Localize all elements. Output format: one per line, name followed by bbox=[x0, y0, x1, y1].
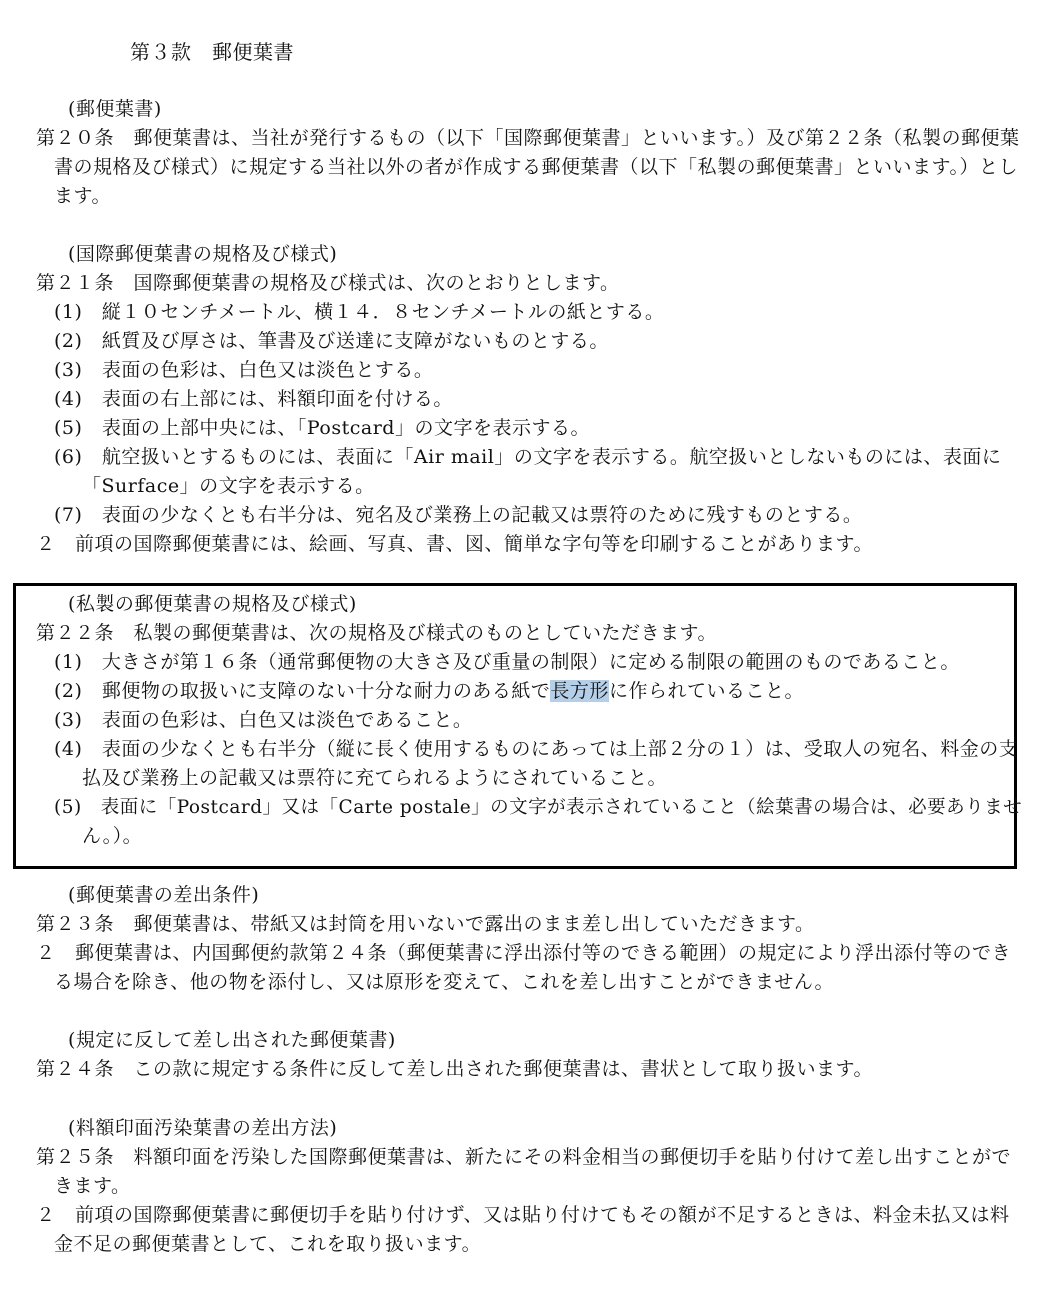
article-25-title-cont: きます。 bbox=[54, 1175, 131, 1197]
article-21-para-2: ２ 前項の国際郵便葉書には、絵画、写真、書、図、簡単な字句等を印刷することがあります。 bbox=[36, 533, 873, 555]
article-21-item-1: (1) 縦１０センチメートル、横１４．８センチメートルの紙とする。 bbox=[54, 301, 665, 323]
article-22-item-2 bbox=[54, 677, 804, 706]
article-22-caption: (私製の郵便葉書の規格及び様式) bbox=[68, 593, 357, 615]
article-24-title: 第２４条 この款に規定する条件に反して差し出された郵便葉書は、書状として取り扱います。 bbox=[36, 1058, 873, 1080]
article-21-item-3: (3) 表面の色彩は、白色又は淡色とする。 bbox=[54, 359, 434, 381]
article-21-item-2: (2) 紙質及び厚さは、筆書及び送達に支障がないものとする。 bbox=[54, 330, 609, 352]
article-23-title: 第２３条 郵便葉書は、帯紙又は封筒を用いないで露出のまま差し出していただきます。 bbox=[36, 913, 815, 935]
article-20-caption: (郵便葉書) bbox=[68, 98, 162, 120]
article-22-item-5-cont: ん。）。 bbox=[82, 825, 143, 847]
section-heading: 第３款 郵便葉書 bbox=[130, 40, 294, 64]
article-21-title: 第２１条 国際郵便葉書の規格及び様式は、次のとおりとします。 bbox=[36, 272, 620, 294]
article-23-caption: (郵便葉書の差出条件) bbox=[68, 884, 260, 906]
article-21-item-4: (4) 表面の右上部には、料額印面を付ける。 bbox=[54, 388, 453, 410]
article-24-caption: (規定に反して差し出された郵便葉書) bbox=[68, 1029, 396, 1051]
article-22-item-4: (4) 表面の少なくとも右半分（縦に長く使用するものにあっては上部２分の１）は、受取人の宛名、料金の支 bbox=[54, 738, 1019, 760]
article-22-title: 第２２条 私製の郵便葉書は、次の規格及び様式のものとしていただきます。 bbox=[36, 622, 717, 644]
article-22-item-2-before: (2) 郵便物の取扱いに支障のない十分な耐力のある紙で bbox=[54, 680, 551, 702]
article-25-caption: (料額印面汚染葉書の差出方法) bbox=[68, 1117, 338, 1139]
article-23-para-2: ２ 郵便葉書は、内国郵便約款第２４条（郵便葉書に浮出添付等のできる範囲）の規定により浮出添付等のでき bbox=[36, 942, 1012, 964]
article-25-para-2: ２ 前項の国際郵便葉書に郵便切手を貼り付けず、又は貼り付けてもその額が不足するときは、料金未払又は料 bbox=[36, 1204, 1010, 1226]
article-22-item-4-cont: 払及び業務上の記載又は票符に充てられるようにされていること。 bbox=[82, 767, 668, 789]
article-20-line-3: ます。 bbox=[54, 185, 111, 207]
article-22-item-3: (3) 表面の色彩は、白色又は淡色であること。 bbox=[54, 709, 473, 731]
article-22-item-5: (5) 表面に「Postcard」又は「Carte postale」の文字が表示されていること（絵葉書の場合は、必要ありませ bbox=[54, 797, 1023, 818]
article-21-item-7: (7) 表面の少なくとも右半分は、宛名及び業務上の記載又は票符のために残すものとする。 bbox=[54, 504, 863, 526]
text-selection-highlight[interactable]: 長方形 bbox=[550, 680, 609, 702]
article-23-para-2-cont: る場合を除き、他の物を添付し、又は原形を変えて、これを差し出すことができません。 bbox=[54, 971, 835, 993]
article-25-para-2-cont: 金不足の郵便葉書として、これを取り扱います。 bbox=[54, 1233, 482, 1255]
article-20-line-1: 第２０条 郵便葉書は、当社が発行するもの（以下「国際郵便葉書」といいます。）及び第２２条（私製の郵便葉 bbox=[36, 127, 1020, 149]
article-21-caption: (国際郵便葉書の規格及び様式) bbox=[68, 243, 338, 265]
article-20-line-2: 書の規格及び様式）に規定する当社以外の者が作成する郵便葉書（以下「私製の郵便葉書」といいます。）とし bbox=[54, 156, 1018, 178]
article-25-title: 第２５条 料額印面を汚染した国際郵便葉書は、新たにその料金相当の郵便切手を貼り付けて差し出すことがで bbox=[36, 1146, 1012, 1168]
article-22-item-1: (1) 大きさが第１６条（通常郵便物の大きさ及び重量の制限）に定める制限の範囲のものであること。 bbox=[54, 651, 960, 673]
article-21-item-6: (6) 航空扱いとするものには、表面に「Air mail」の文字を表示する。航空扱いとしないものには、表面に bbox=[54, 446, 1002, 468]
article-21-item-6-cont: 「Surface」の文字を表示する。 bbox=[82, 475, 375, 497]
article-21-item-5: (5) 表面の上部中央には、「Postcard」の文字を表示する。 bbox=[54, 417, 590, 439]
article-22-item-2-after: に作られていること。 bbox=[608, 680, 804, 702]
